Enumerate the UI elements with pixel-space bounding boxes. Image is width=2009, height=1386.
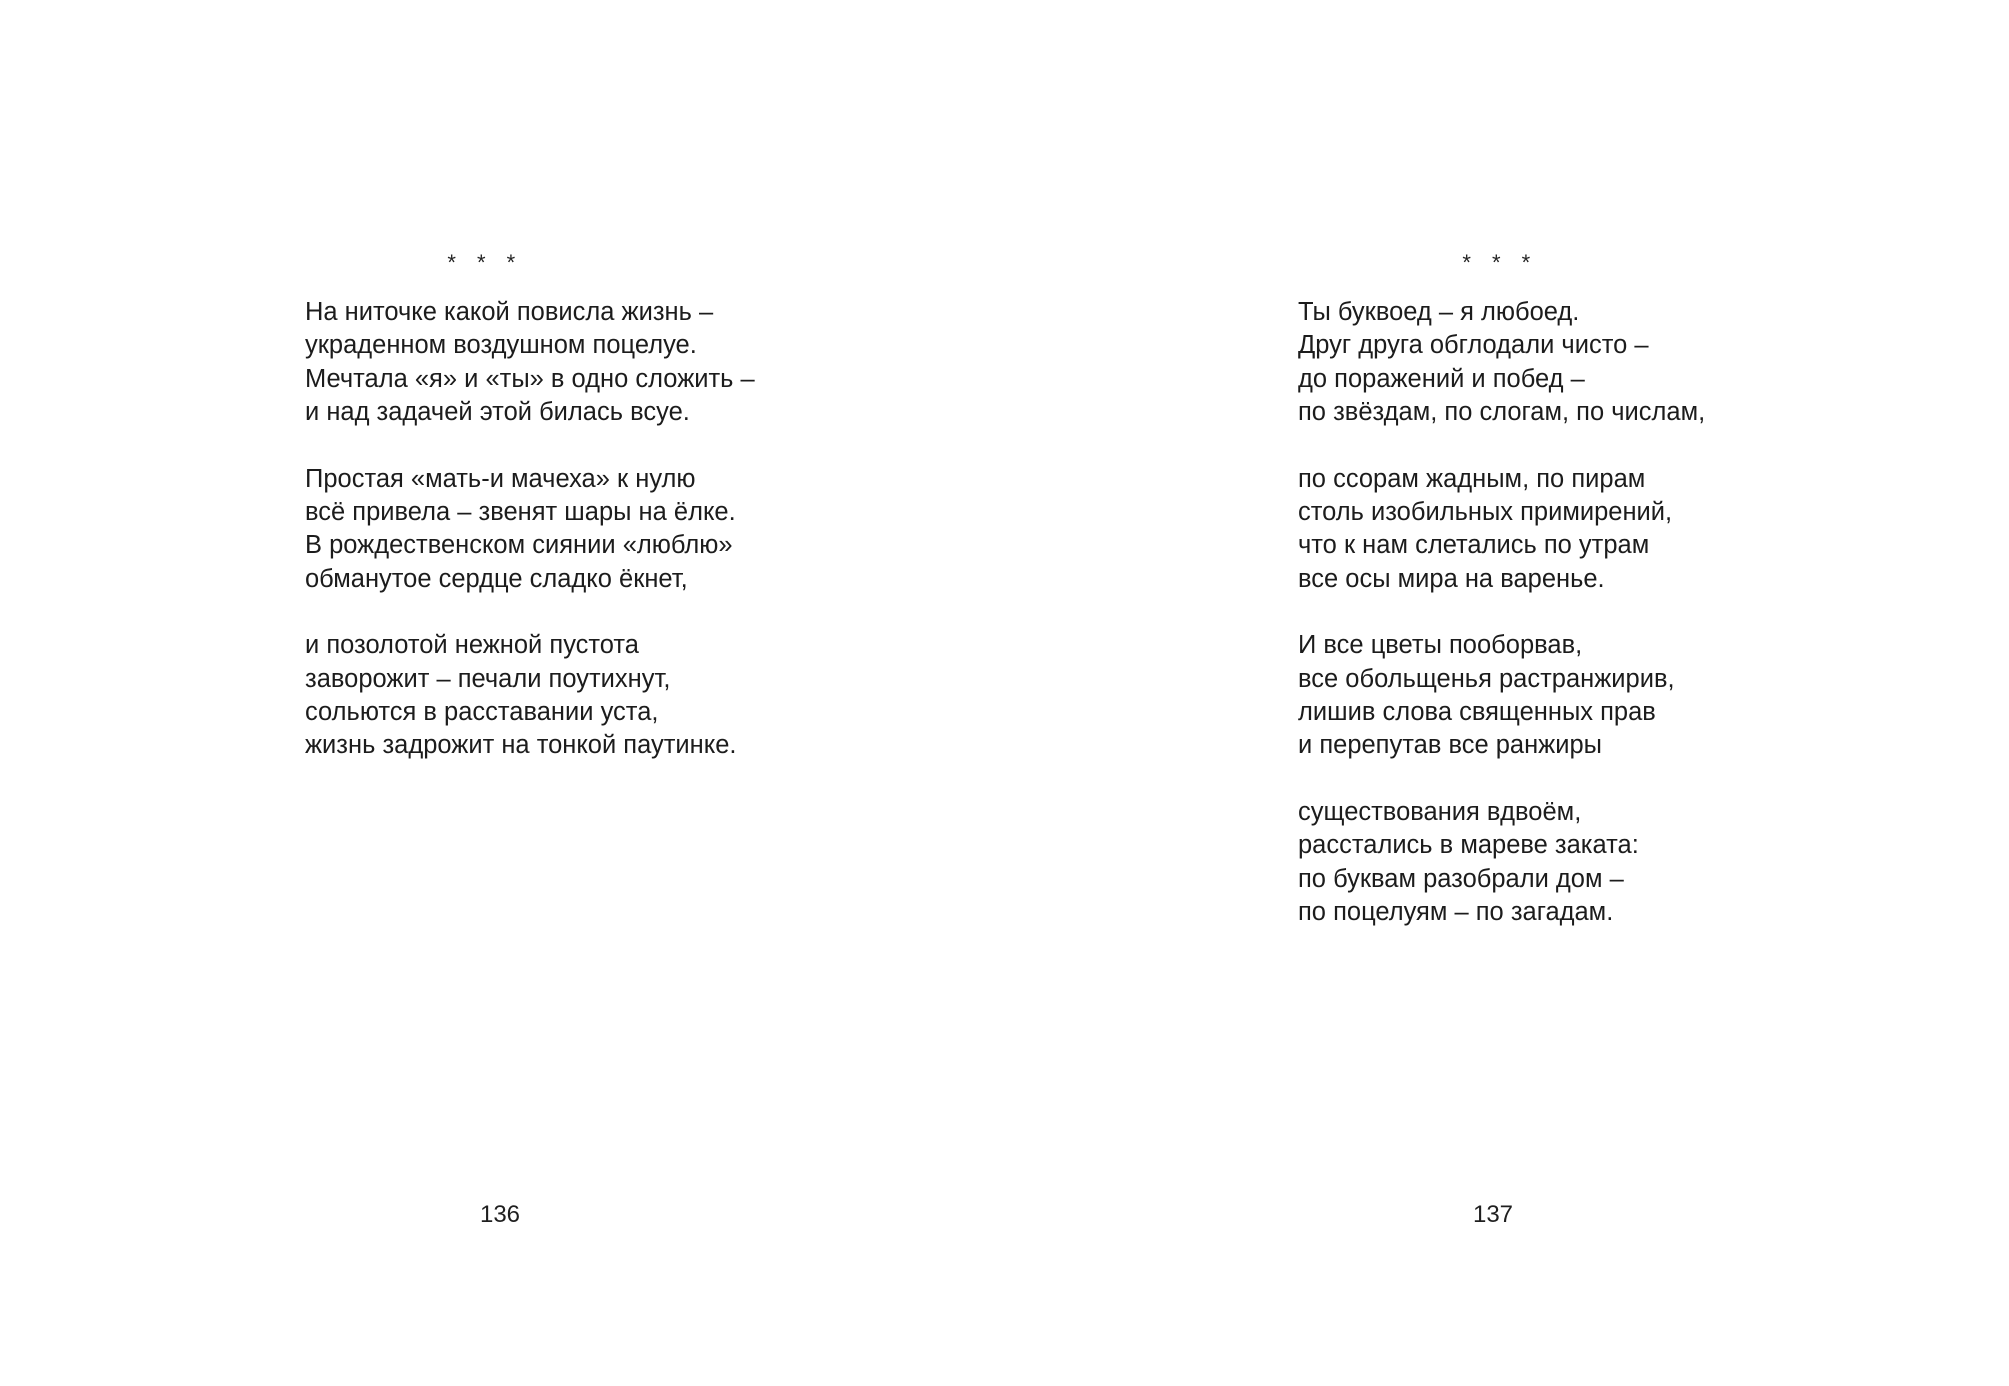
verse-line: Простая «мать-и мачеха» к нулю (305, 464, 696, 493)
verse-line: Мечтала «я» и «ты» в одно сложить – (305, 364, 755, 393)
page-number-right: 137 (1472, 1201, 1514, 1228)
verse-line: по поцелуям – по загадам. (1298, 898, 1614, 927)
verse-line: все обольщенья растранжирив, (1298, 664, 1675, 693)
poem-right (1298, 252, 1728, 930)
verse-line: заворожит – печали поутихнут, (305, 664, 671, 693)
poem-separator-asterisks: * * * (447, 250, 523, 275)
poem-separator-asterisks: * * * (1462, 250, 1538, 275)
verse-line: по буквам разобрали дом – (1298, 864, 1624, 893)
verse-line: жизнь задрожит на тонкой паутинке. (305, 731, 737, 760)
verse-line: всё привела – звенят шары на ёлке. (305, 498, 736, 527)
stanza (305, 629, 735, 763)
verse-line: обманутое сердце сладко ёкнет, (305, 564, 688, 593)
stanza (1298, 796, 1728, 930)
page-left (0, 0, 1004, 1386)
verse-line: Друг друга обглодали чисто – (1298, 331, 1649, 360)
verse-line: столь изобильных примирений, (1298, 498, 1673, 527)
verse-line: и позолотой нежной пустота (305, 631, 639, 660)
page-number-left: 136 (479, 1201, 521, 1228)
verse-line: все осы мира на варенье. (1298, 564, 1605, 593)
stanza (305, 463, 735, 597)
verse-line: что к нам слетались по утрам (1298, 531, 1650, 560)
stanza (1298, 629, 1728, 763)
verse-line: лишив слова священных прав (1298, 698, 1656, 727)
verse-line: до поражений и побед – (1298, 364, 1585, 393)
verse-line: В рождественском сиянии «люблю» (305, 531, 733, 560)
stanza (1298, 296, 1728, 430)
verse-line: расстались в мареве заката: (1298, 831, 1639, 860)
poem-left (305, 250, 755, 763)
verse-line: по звёздам, по слогам, по числам, (1298, 398, 1706, 427)
stanza (1298, 463, 1728, 597)
verse-line: Ты буквоед – я любоед. (1298, 298, 1580, 326)
verse-line: И все цветы пооборвав, (1298, 631, 1583, 660)
verse-line: и перепутав все ранжиры (1298, 731, 1602, 760)
verse-line: сольются в расставании уста, (305, 698, 659, 727)
verse-line: существования вдвоём, (1298, 797, 1582, 826)
verse-line: и над задачей этой билась всуе. (305, 398, 690, 427)
stanza (305, 296, 755, 430)
verse-line: по ссорам жадным, по пирам (1298, 464, 1646, 493)
page-right (1005, 0, 2009, 1386)
verse-line: На ниточке какой повисла жизнь – (305, 298, 714, 326)
verse-line: украденном воздушном поцелуе. (305, 331, 697, 360)
